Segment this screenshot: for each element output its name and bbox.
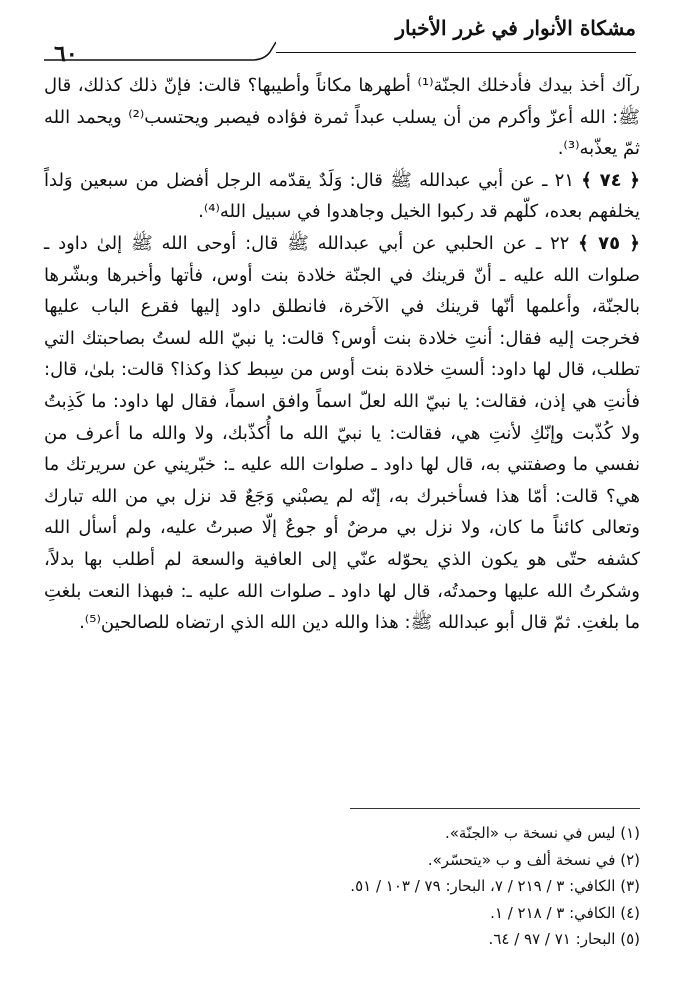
paragraph-74-text: ٢١ ـ عن أبي عبدالله ﷺ قال: وَلَدٌ يقدّمه الرجل أفضل من سبعين وَلداً يخلفهم بعده، كلّهم قد ركبوا الخيل وجاهدوا في سبيل الله⁽⁴⁾. [44, 169, 640, 223]
footnote-separator [350, 808, 640, 809]
page-header [44, 14, 636, 67]
paragraph-75 [44, 228, 640, 639]
entry-number-75: ﴿ ٧٥ ﴾ [578, 232, 640, 254]
footnote-3: (٣) الكافي: ٣ / ٢١٩ / ٧، البحار: ٧٩ / ١٠٣ / ٥١. [350, 877, 640, 895]
header-ornament [44, 38, 276, 62]
header-rule [276, 52, 636, 53]
paragraph-1: رآك أخذ بيدك فأدخلك الجنّة⁽¹⁾ أطهرها مكاناً وأطيبها؟ قالت: فإنّ ذلك كذلك، قال ﷺ: الله أعزّ وأكرم من أن يسلب عبداً ثمرة فؤاده فيصبر ويحتسب⁽²⁾ ويحمد الله ثمّ يعذّبه⁽³⁾. [44, 75, 640, 160]
footnote-4: (٤) الكافي: ٣ / ٢١٨ / ١. [490, 903, 640, 922]
paragraph-74 [44, 165, 640, 228]
footnotes [44, 820, 640, 953]
running-title: مشكاة الأنوار في غرر الأخبار [395, 16, 636, 40]
footnote-1: (١) ليس في نسخة ب «الجنّة». [444, 824, 640, 842]
main-text [44, 70, 640, 639]
paragraph-75-text: ٢٢ ـ عن الحلبي عن أبي عبدالله ﷺ قال: أوحى الله ﷺ إلىٰ داود ـ صلوات الله عليه ـ أنّ قرينك في الجنّة خلادة بنت أوس، فأتها وأخبرها وبشّرها بالجنّة، وأعلمها أنّها قرينك في الآخرة، فانطلق داود إليها فقرع الباب عليها فخرجت إليه فقال: أنتِ خلادة بنت أوس؟ قالت: يا نبيّ الله لستُ بصاحبتك التي تطلب، قال لها داود: ألستِ خلادة بنت أوس من سِبط كذا وكذا؟ قالت: بلىٰ، قال: فأنتِ هي إذن، فقالت: يا نبيّ الله لعلّ اسماً وافق اسماً، فقال لها داود: ما كَذِبتُ ولا كُذّبت وإنّكِ لأنتِ هي، فقالت: يا نبيّ الله ما أُكذّبك، ولا والله ما أعرف من نفسي ما وصفتني به، قال لها داود ـ صلوات الله عليه ـ: خبّريني عن سريرتك ما هي؟ قالت: أمّا هذا فسأخبرك به، إنّه لم يصبْني وَجَعٌ قد نزل بي من الله تبارك وتعالى كائناً ما كان، ولا نزل بي مرضٌ أو جوعٌ إلّا صبرتُ عليه، ولم أسأل الله كشفه حتّى هو يكون الذي يحوّله عنّي إلى العافية والسعة لم أطلب بها بدلاً، وشكرتُ الله عليها وحمدتُه، قال لها داود ـ صلوات الله عليه ـ: فبهذا النعت بلغتِ ما بلغتِ. ثمّ قال أبو عبدالله ﷺ: هذا والله دين الله الذي ارتضاه للصالحين⁽⁵⁾. [44, 232, 640, 634]
entry-number-74: ﴿ ٧٤ ﴾ [581, 169, 640, 191]
footnote-2: (٢) في نسخة ألف و ب «يتحسّر». [427, 850, 640, 869]
page-number: ٦٠ [54, 41, 78, 67]
footnote-5: (٥) البحار: ٧١ / ٩٧ / ٦٤. [488, 930, 640, 948]
